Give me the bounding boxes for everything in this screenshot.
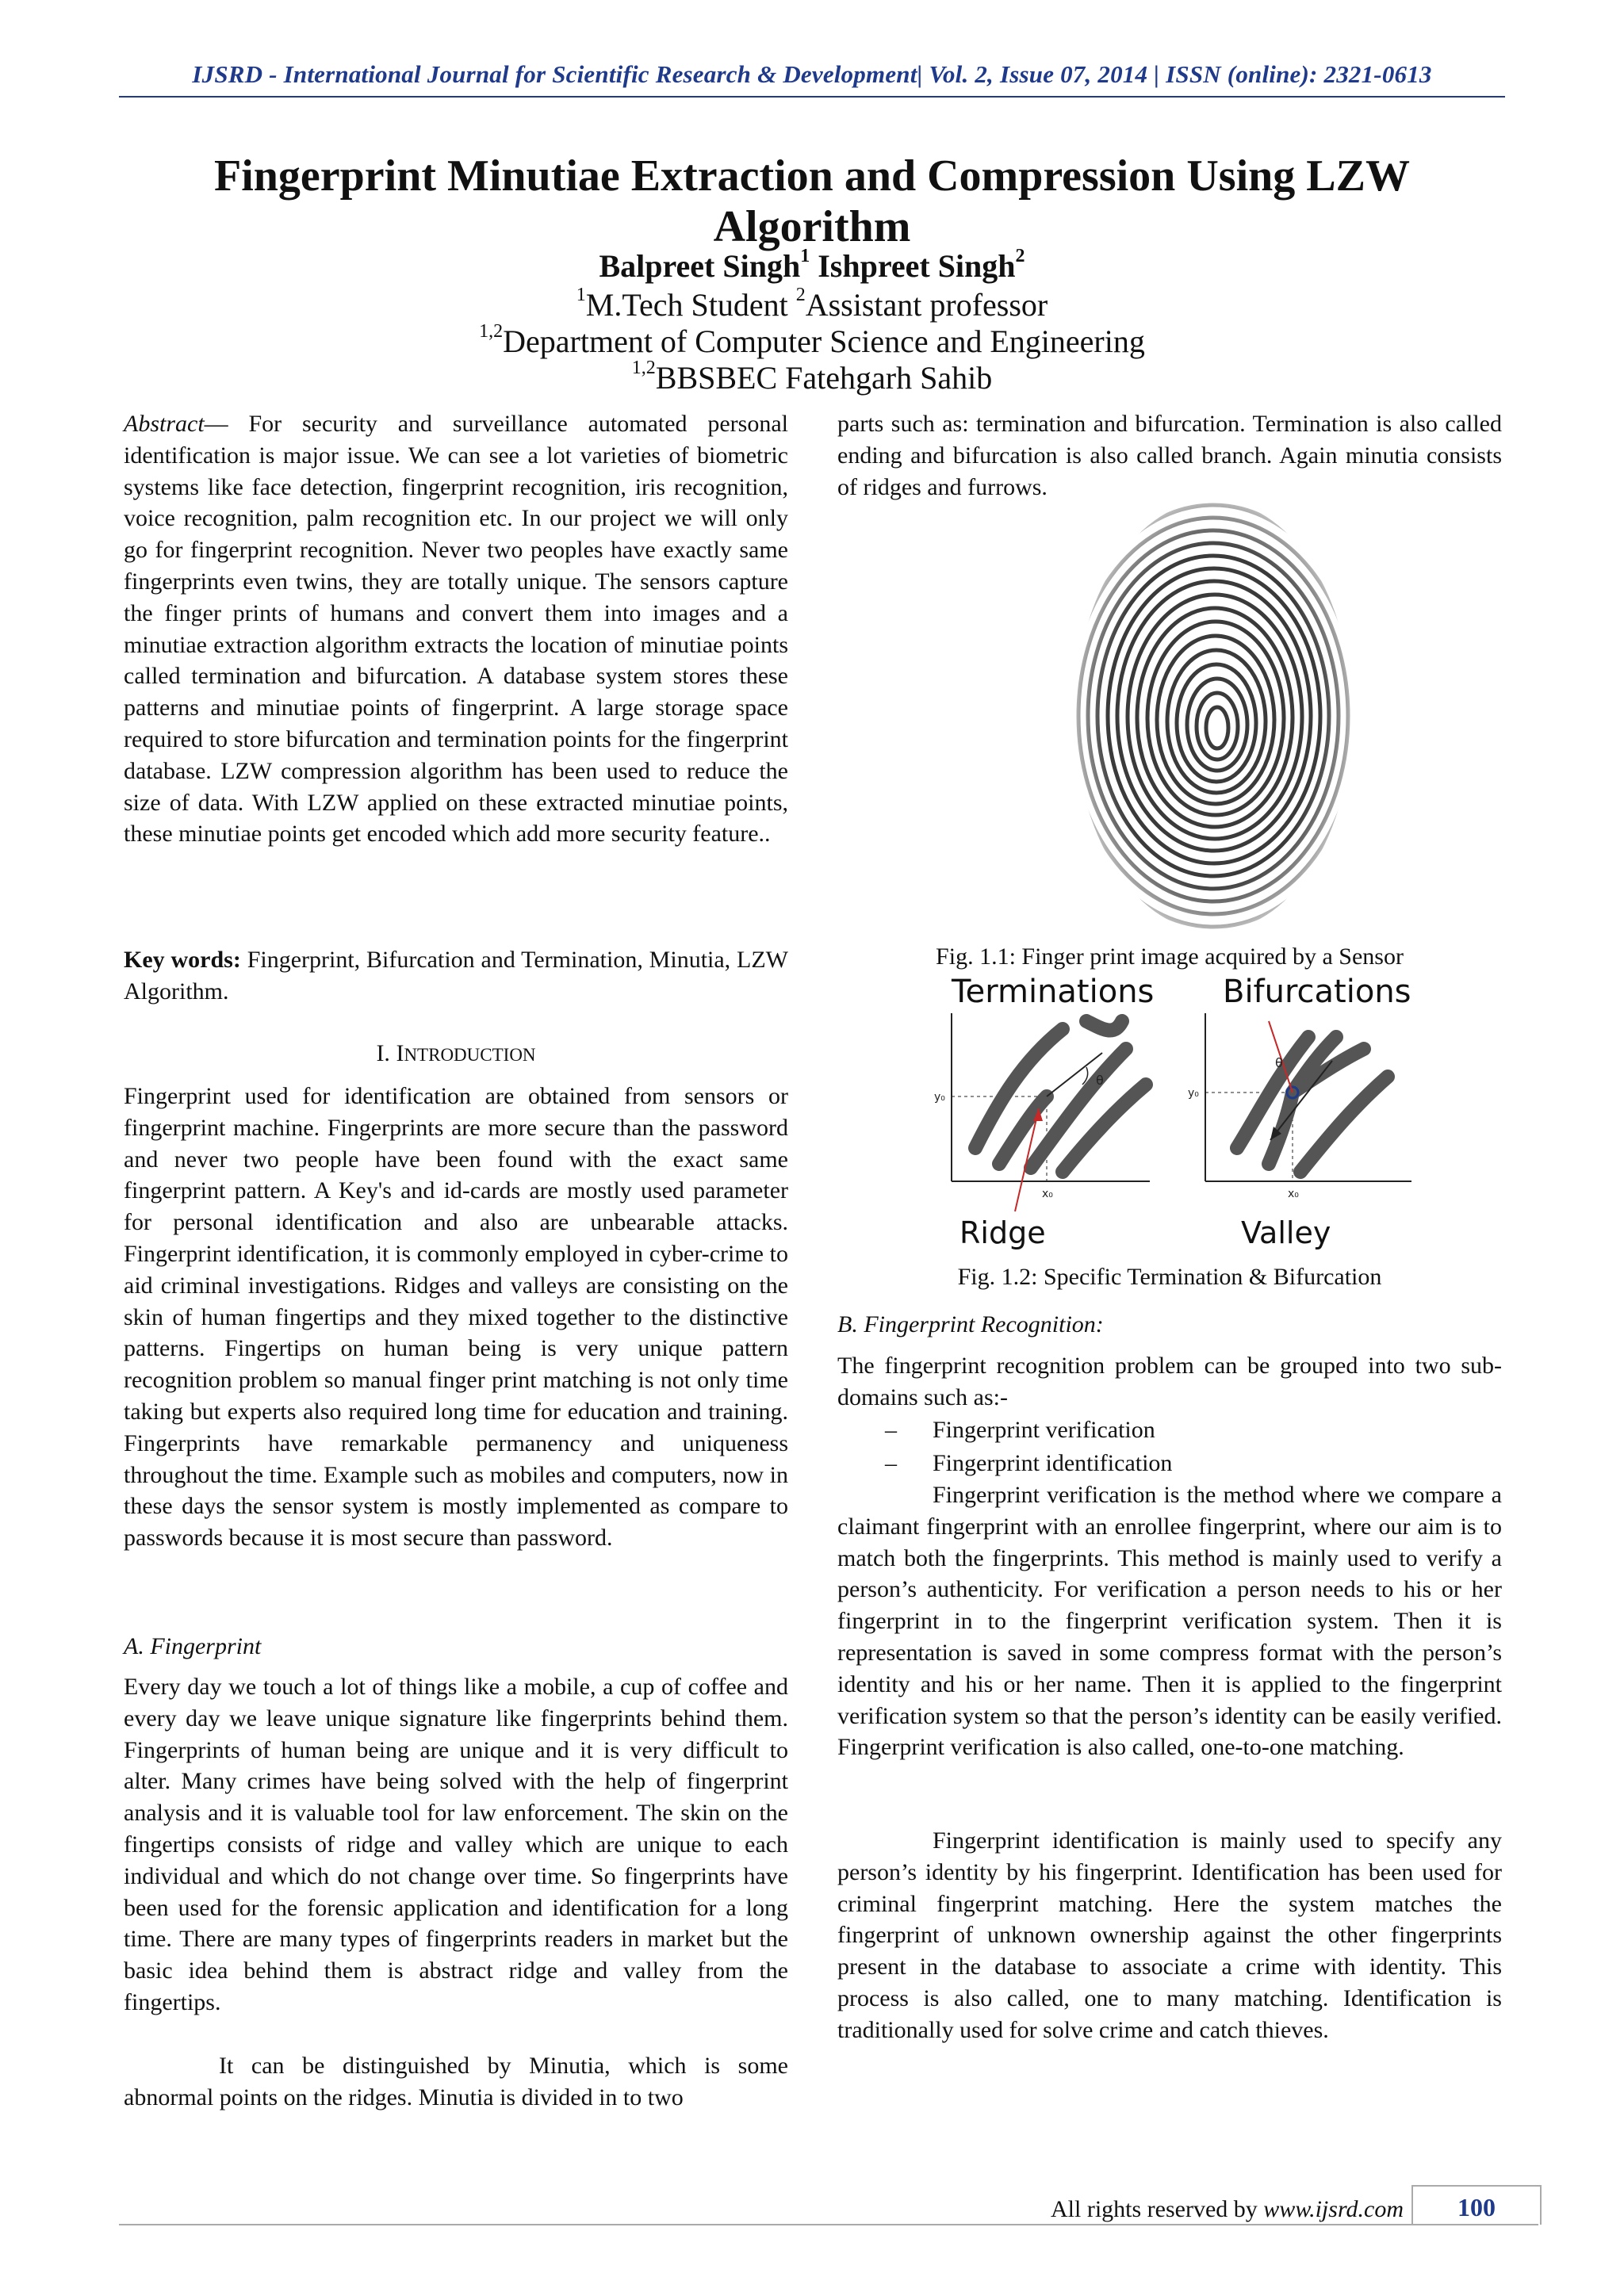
bullet-fingerprint-identification <box>837 1448 1502 1479</box>
figure-1-1-caption: Fig. 1.1: Finger print image acquired by a Sensor <box>936 943 1404 970</box>
paper-title <box>174 151 1450 252</box>
termination-bifurcation-figure <box>934 974 1419 1251</box>
y0-label-left: y₀ <box>934 1091 945 1104</box>
bullet-marker: – <box>885 1417 897 1443</box>
fig-label-valley: Valley <box>1241 1215 1331 1250</box>
section-number: I. <box>376 1040 396 1066</box>
keywords-text: Fingerprint, Bifurcation and Termination, Minutia, LZW Algorithm. <box>124 947 788 1004</box>
keywords-label: Key words: <box>124 947 241 973</box>
fingerprint-image <box>1063 490 1364 934</box>
author-1: Balpreet Singh <box>599 248 801 284</box>
keywords <box>124 944 788 1008</box>
footer-site-link[interactable]: www.ijsrd.com <box>1263 2196 1404 2222</box>
department <box>238 320 1386 360</box>
y0-label-right: y₀ <box>1188 1087 1199 1100</box>
identification-paragraph: Fingerprint identification is mainly used to specify any person’s identity by his fingerprint. Identification has been used for criminal fingerprint matching. Here the system matches the fingerprint of unknown ownership against the other fingerprints present in the database to associate a crime with identity. This process is also called, one to many matching. Identification is traditionally used for solve crime and catch thieves. <box>837 1827 1502 2043</box>
verification-paragraph: Fingerprint verification is the method where we compare a claimant fingerprint with an enrollee fingerprint, where our aim is to match both the fingerprints. This method is mainly used to verify a person’s authenticity. For verification a person needs to his or her fingerprint in to the fingerprint verification system. Then it is representation is saved in some compress format with the person’s identity and his or her name. Then it is applied to the fingerprint verification system so that the person’s identity can be easily verified. Fingerprint verification is also called, one-to-one matching. <box>837 1482 1502 1761</box>
role-1-sup: 1 <box>576 284 586 305</box>
department-sup: 1,2 <box>479 320 504 342</box>
fingerprint-paragraph-2: It can be distinguished by Minutia, which is some abnormal points on the ridges. Minutia is divided in to two <box>124 2053 788 2110</box>
abstract-text: — For security and surveillance automated personal identification is major issue. We can see a lot varieties of biometric systems like face detection, fingerprint recognition, iris recognition, voice recognition, palm recognition etc. In our project we will only go for fingerprint recognition. Never two peoples have exactly same fingerprints even twins, they are totally unique. The sensors capture the finger prints of humans and convert them into images and a minutiae extraction algorithm extracts the location of minutiae points called termination and bifurcation. A database system stores these patterns and minutiae points of fingerprint. A large storage space required to store bifurcation and termination points for the fingerprint database. LZW compression algorithm has been used to reduce the size of data. With LZW applied on these extracted minutiae points, these minutiae points get encoded which add more security feature.. <box>124 411 788 848</box>
section-heading-introduction <box>124 1040 788 1067</box>
department-text: Department of Computer Science and Engineering <box>503 323 1145 359</box>
author-roles <box>238 286 1386 323</box>
bullet-fingerprint-verification <box>837 1414 1502 1446</box>
bullet-text: Fingerprint verification <box>933 1417 1155 1443</box>
fingerprint-paragraph-2-continued: parts such as: termination and bifurcation. Termination is also called ending and bifurcation is also called branch. Again minutia consists of ridges and furrows. <box>837 411 1502 500</box>
role-1: M.Tech Student <box>585 287 796 323</box>
footer-rights-prefix: All rights reserved by <box>1051 2196 1264 2222</box>
recognition-intro: The fingerprint recognition problem can be grouped into two sub-domains such as:- <box>837 1353 1502 1410</box>
authors <box>238 247 1386 285</box>
author-2-sup: 2 <box>1015 245 1025 266</box>
bullet-marker: – <box>885 1450 897 1476</box>
author-1-sup: 1 <box>800 245 810 266</box>
theta-label-left: θ <box>1096 1073 1104 1088</box>
subsection-heading-fingerprint-recognition: B. Fingerprint Recognition: <box>837 1311 1104 1337</box>
role-2: Assistant professor <box>805 287 1048 323</box>
title-line-2: Algorithm <box>713 202 911 251</box>
footer-rights <box>1031 2196 1404 2223</box>
subsection-heading-fingerprint: A. Fingerprint <box>124 1633 262 1659</box>
footer-rule <box>119 2224 1538 2225</box>
section-heading-first-letter: I <box>396 1040 404 1066</box>
section-heading-rest: NTRODUCTION <box>404 1045 536 1065</box>
title-line-1: Fingerprint Minutiae Extraction and Compression Using LZW <box>214 151 1410 201</box>
college-sup: 1,2 <box>631 357 656 378</box>
terminations-panel <box>934 1013 1150 1211</box>
introduction-paragraph: Fingerprint used for identification are obtained from sensors or fingerprint machine. Fingerprints are more secure than the password and never two people have been found with the exact same fingerprint pattern. A Key's and id-cards are mostly used parameter for personal identification and also are unbearable attacks. Fingerprint identification, it is commonly employed in cyber-crime to aid criminal investigations. Ridges and valleys are consisting on the skin of human fingertips and they mixed together to the distinctive patterns. Fingertips on human being is very unique pattern recognition problem so manual finger print matching is not only time taking but experts also required long time for education and training. Fingerprints have remarkable permanency and uniqueness throughout the time. Example such as mobiles and computers, now in these days the sensor system is mostly implemented as compare to passwords because it is most secure than password. <box>124 1083 788 1552</box>
theta-label-right: θ <box>1275 1055 1283 1070</box>
bullet-text: Fingerprint identification <box>933 1450 1173 1476</box>
fig-label-bifurcations: Bifurcations <box>1223 974 1411 1010</box>
page-number: 100 <box>1411 2185 1542 2225</box>
abstract <box>124 408 788 850</box>
header-rule <box>119 96 1505 98</box>
author-2: Ishpreet Singh <box>810 248 1016 284</box>
college-text: BBSBEC Fatehgarh Sahib <box>655 360 993 396</box>
bifurcations-panel <box>1188 1013 1411 1200</box>
college <box>238 359 1386 396</box>
x0-label-right: x₀ <box>1288 1188 1299 1200</box>
journal-header: IJSRD - International Journal for Scientific Research & Development| Vol. 2, Issue 07, 2014 | ISSN (online): 2321-0613 <box>192 60 1432 88</box>
role-2-sup: 2 <box>795 284 806 305</box>
fig-label-ridge: Ridge <box>959 1215 1046 1250</box>
figure-1-2-caption: Fig. 1.2: Specific Termination & Bifurcation <box>957 1264 1382 1290</box>
fingerprint-paragraph-1: Every day we touch a lot of things like a mobile, a cup of coffee and every day we leave unique signature like fingerprints behind them. Fingerprints of human being are unique and it is very difficult to alter. Many crimes have being solved with the help of fingerprint analysis and it is valuable tool for law enforcement. The skin on the fingertips consists of ridge and valley which are unique to each individual and which do not change over time. So fingerprints have been used for the forensic application and identification for a long time. There are many types of fingerprints readers in market but the basic idea behind them is abstract ridge and valley from the fingertips. <box>124 1674 788 2015</box>
abstract-label: Abstract <box>124 411 205 437</box>
fig-label-terminations: Terminations <box>952 974 1155 1010</box>
x0-label-left: x₀ <box>1042 1188 1053 1200</box>
